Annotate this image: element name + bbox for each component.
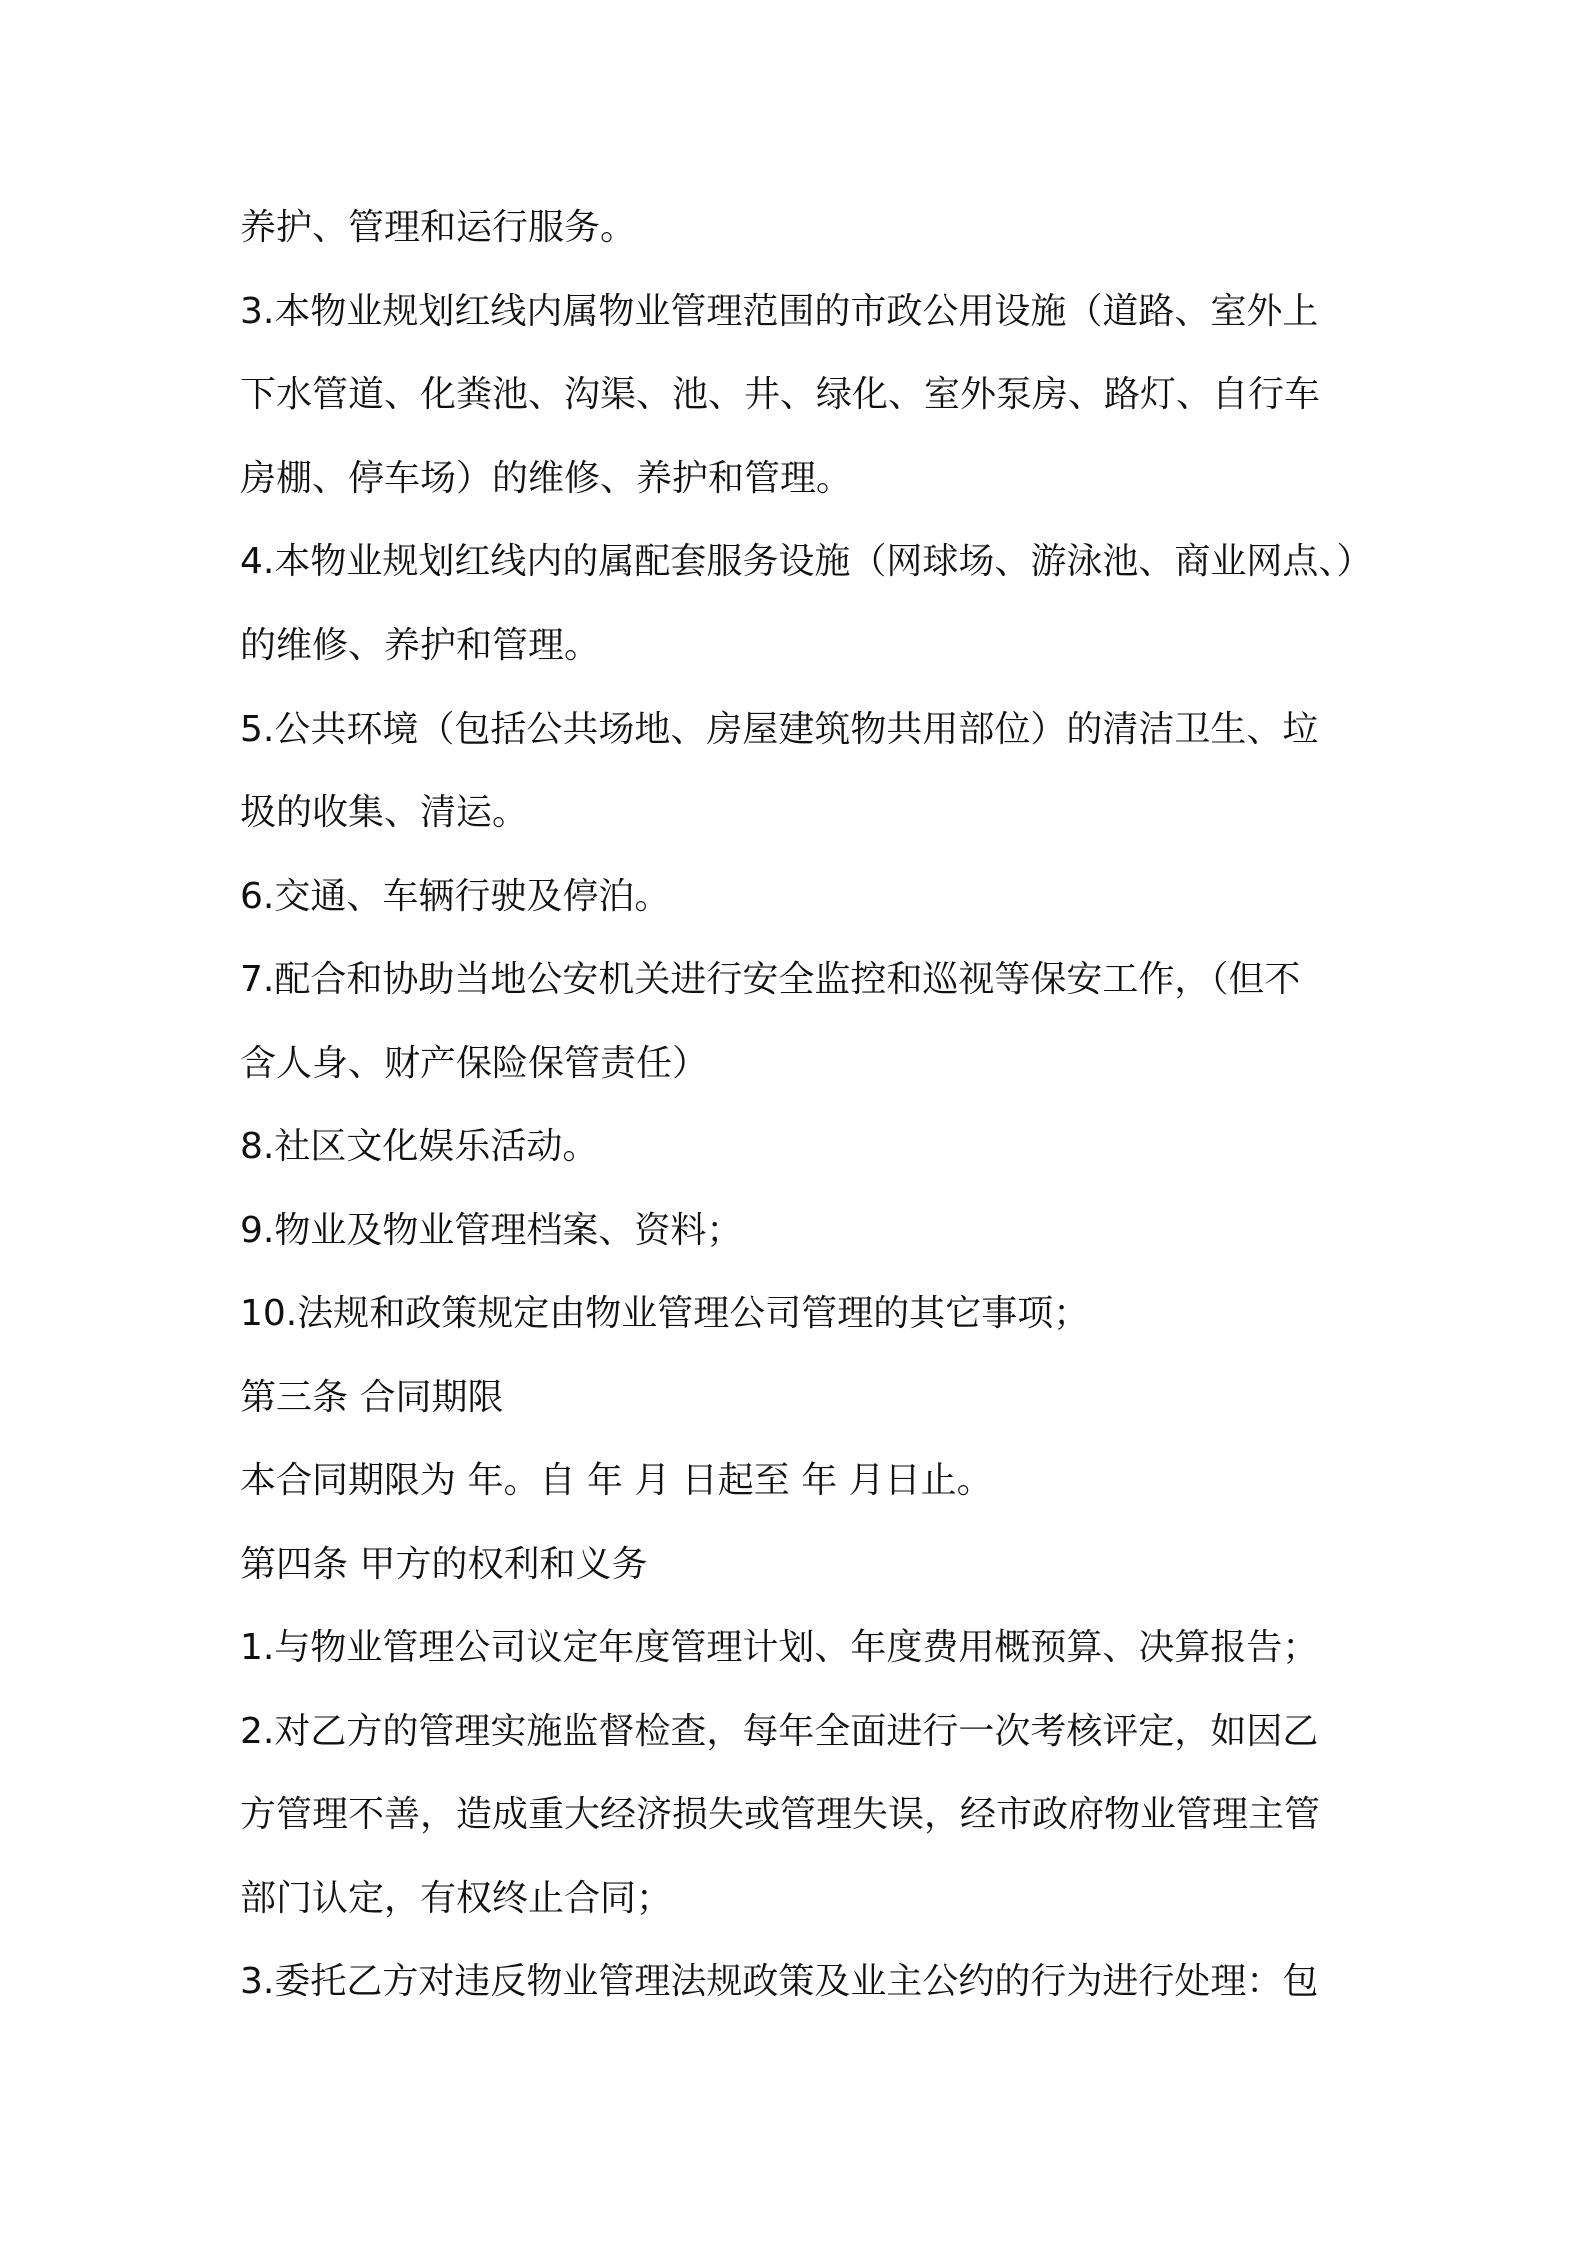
text-line: 养护、管理和运行服务。 (240, 207, 637, 248)
text-line: 1.与物业管理公司议定年度管理计划、年度费用概预算、决算报告； (240, 1627, 1319, 1668)
text-line: 的维修、养护和管理。 (240, 625, 601, 666)
text-line: 3.委托乙方对违反物业管理法规政策及业主公约的行为进行处理：包 (240, 1961, 1319, 2002)
text-line: 含人身、财产保险保管责任） (240, 1043, 709, 1084)
text-line: 2.对乙方的管理实施监督检查，每年全面进行一次考核评定，如因乙 (240, 1711, 1319, 1752)
text-line: 8.社区文化娱乐活动。 (240, 1126, 599, 1167)
text-line: 下水管道、化粪池、沟渠、池、井、绿化、室外泵房、路灯、自行车 (240, 374, 1321, 415)
text-line: 圾的收集、清运。 (240, 792, 529, 833)
text-line: 10.法规和政策规定由物业管理公司管理的其它事项； (240, 1293, 1090, 1334)
section-heading: 第三条 合同期限 (240, 1377, 504, 1418)
text-line: 5.公共环境（包括公共场地、房屋建筑物共用部位）的清洁卫生、垃 (240, 709, 1319, 750)
text-line: 本合同期限为 年。自 年 月 日起至 年 月日止。 (240, 1460, 993, 1501)
text-line: 房棚、停车场）的维修、养护和管理。 (240, 458, 853, 499)
section-heading: 第四条 甲方的权利和义务 (240, 1544, 648, 1585)
text-line: 7.配合和协助当地公安机关进行安全监控和巡视等保安工作，（但不 (240, 959, 1301, 1000)
text-line: 4.本物业规划红线内的属配套服务设施（网球场、游泳池、商业网点、） (240, 541, 1373, 582)
text-line: 3.本物业规划红线内属物业管理范围的市政公用设施（道路、室外上 (240, 291, 1319, 332)
text-line: 6.交通、车辆行驶及停泊。 (240, 876, 671, 917)
text-line: 方管理不善，造成重大经济损失或管理失误，经市政府物业管理主管 (240, 1794, 1321, 1835)
text-line: 9.物业及物业管理档案、资料； (240, 1210, 743, 1251)
text-line: 部门认定，有权终止合同； (240, 1878, 673, 1919)
